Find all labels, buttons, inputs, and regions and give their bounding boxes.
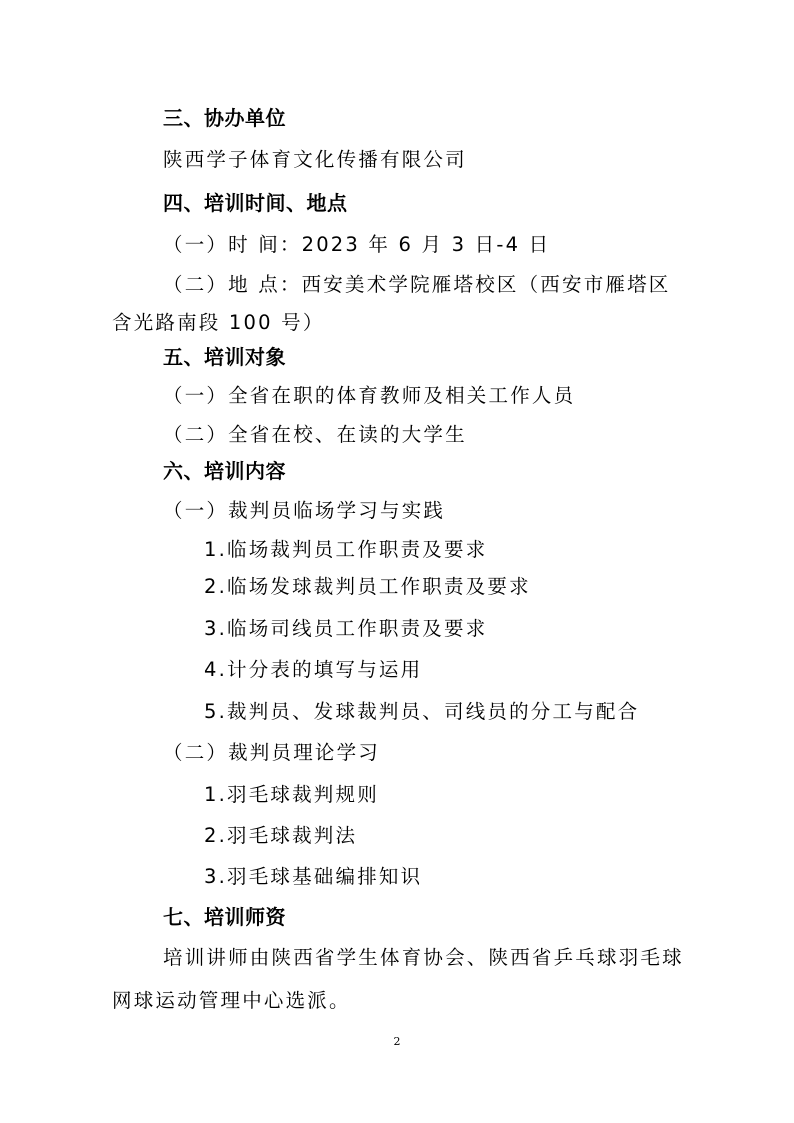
- training-time: （一）时 间：2023 年 6 月 3 日-4 日: [163, 233, 551, 256]
- instructors-line2: 网球运动管理中心选派。: [112, 989, 351, 1012]
- section-3-body: 陕西学子体育文化传播有限公司: [163, 148, 467, 171]
- target-item-1: （一）全省在职的体育教师及相关工作人员: [163, 384, 576, 407]
- section-7-heading: 七、培训师资: [163, 905, 286, 929]
- training-place-line2: 含光路南段 100 号）: [112, 311, 325, 334]
- list-item: 3.羽毛球基础编排知识: [204, 865, 423, 888]
- list-item: 2.羽毛球裁判法: [204, 824, 358, 847]
- section-4-heading: 四、培训时间、地点: [163, 191, 348, 215]
- section-6-heading: 六、培训内容: [163, 459, 286, 483]
- list-item: 1.临场裁判员工作职责及要求: [204, 538, 488, 561]
- training-place-line1: （二）地 点：西安美术学院雁塔校区（西安市雁塔区: [163, 273, 671, 296]
- instructors-line1: 培训讲师由陕西省学生体育协会、陕西省乒乓球羽毛球: [163, 946, 684, 969]
- list-item: 4.计分表的填写与运用: [204, 658, 423, 681]
- list-item: 1.羽毛球裁判规则: [204, 783, 379, 806]
- list-item: 3.临场司线员工作职责及要求: [204, 617, 488, 640]
- section-3-heading: 三、协办单位: [163, 106, 286, 130]
- target-item-2: （二）全省在校、在读的大学生: [163, 423, 467, 446]
- page-number: 2: [393, 1035, 401, 1048]
- list-item: 2.临场发球裁判员工作职责及要求: [204, 575, 531, 598]
- content-part-2-title: （二）裁判员理论学习: [163, 741, 381, 764]
- content-part-1-title: （一）裁判员临场学习与实践: [163, 499, 446, 522]
- list-item: 5.裁判员、发球裁判员、司线员的分工与配合: [204, 700, 640, 723]
- section-5-heading: 五、培训对象: [163, 345, 286, 369]
